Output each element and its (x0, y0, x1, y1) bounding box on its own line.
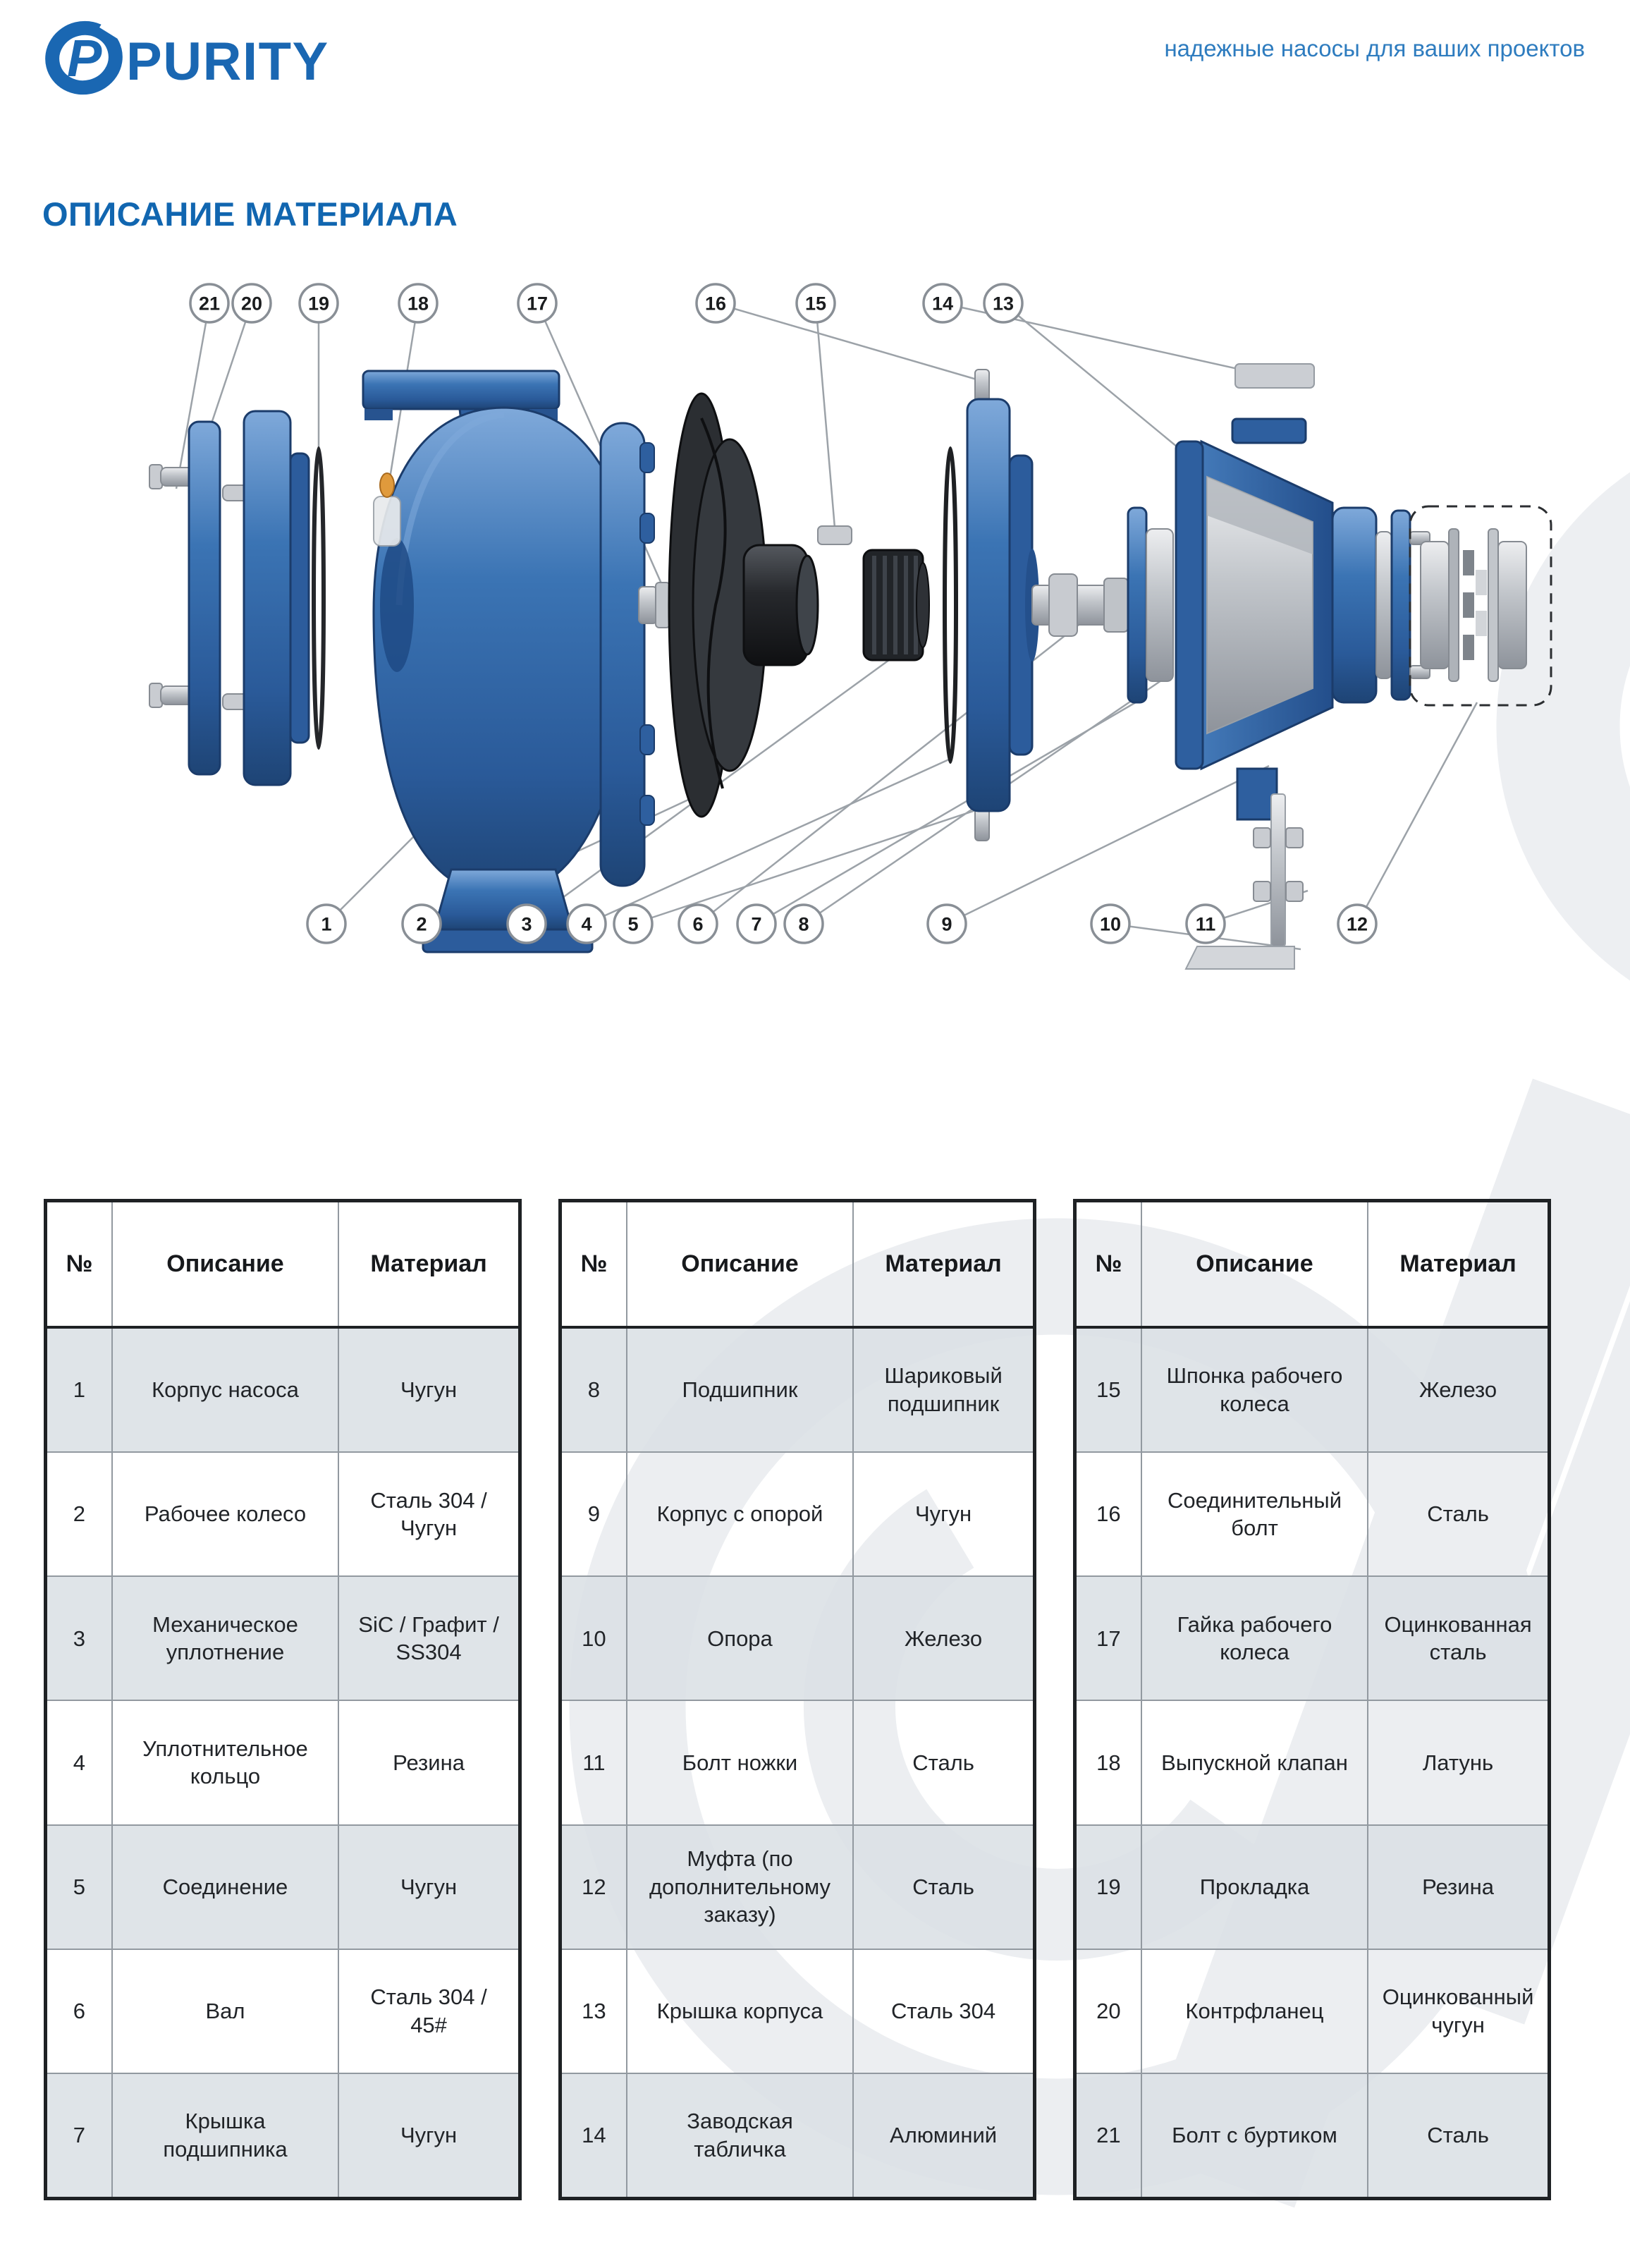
cell-num: 8 (587, 1377, 601, 1403)
cell-num: 6 (73, 1998, 86, 2023)
cell-num: 16 (1096, 1501, 1121, 1527)
impeller (669, 394, 818, 817)
cell-desc: Корпус с опорой (626, 1453, 852, 1575)
callout-number: 19 (307, 293, 330, 315)
cell-num: 14 (582, 2123, 606, 2148)
table-row (47, 1329, 518, 1451)
cell-mat: Резина (338, 1701, 518, 1824)
table-row (562, 2073, 1033, 2197)
cell-num: 18 (1096, 1750, 1121, 1775)
cell-num: 20 (1096, 1998, 1121, 2023)
cell-num: 17 (1096, 1626, 1121, 1651)
table-row (1077, 1824, 1548, 1949)
callout-bubble (737, 905, 776, 943)
material-table-2 (558, 1199, 1036, 2200)
shaft (1032, 574, 1131, 636)
cell-mat: Чугун (338, 2074, 518, 2197)
cell-num: 11 (582, 1750, 606, 1775)
cell-mat: Оцинкованная сталь (1367, 1577, 1548, 1700)
cell-num: 7 (73, 2123, 86, 2148)
col-header-mat: Материал (338, 1202, 518, 1326)
impeller-key (818, 526, 852, 544)
coupling-optional (1410, 506, 1551, 705)
callout-number: 20 (240, 293, 263, 315)
cell-desc: Муфта (по дополнительному заказу) (626, 1826, 852, 1949)
cell-desc: Корпус насоса (111, 1329, 338, 1451)
cell-num: 15 (1096, 1377, 1121, 1403)
cell-mat: Шариковый подшипник (852, 1329, 1033, 1451)
bearing (1146, 529, 1173, 681)
callout-number: 9 (941, 913, 952, 935)
cell-num: 4 (73, 1750, 86, 1775)
callout-number: 3 (521, 913, 532, 935)
col-header-num: № (66, 1250, 93, 1277)
col-header-num: № (1095, 1250, 1122, 1277)
callout-bubble (307, 905, 345, 943)
cell-desc: Заводская табличка (626, 2074, 852, 2197)
callout-bubble (797, 284, 835, 322)
cell-desc: Гайка рабочего колеса (1141, 1577, 1367, 1700)
callout-number: 21 (198, 293, 221, 315)
callout-number: 4 (581, 913, 592, 935)
cell-mat: Оцинкованный чугун (1367, 1950, 1548, 2073)
col-header-mat: Материал (852, 1202, 1033, 1326)
callout-number: 7 (751, 913, 762, 935)
callout-bubble (508, 905, 546, 943)
table-row (47, 1700, 518, 1824)
callout-number: 5 (627, 913, 639, 935)
nameplate (1235, 364, 1314, 388)
bearing-housing (1176, 419, 1376, 769)
callout-number: 6 (692, 913, 704, 935)
brand-logo (40, 17, 379, 99)
cell-mat: Сталь 304 / 45# (338, 1950, 518, 2073)
cell-mat: Сталь (1367, 1453, 1548, 1575)
cell-num: 3 (73, 1626, 86, 1651)
cell-desc: Крышка корпуса (626, 1950, 852, 2073)
table-row (562, 1575, 1033, 1700)
cell-num: 2 (73, 1501, 86, 1527)
cell-desc: Контрфланец (1141, 1950, 1367, 2073)
callout-number: 17 (526, 293, 549, 315)
cell-num: 21 (1096, 2123, 1121, 2148)
counter-flange (189, 411, 309, 785)
brand-tagline: надежные насосы для ваших проектов (1164, 35, 1585, 61)
cell-desc: Болт с буртиком (1141, 2074, 1367, 2197)
cell-desc: Соединительный болт (1141, 1453, 1367, 1575)
callout-bubble (190, 284, 228, 322)
cell-desc: Шпонка рабочего колеса (1141, 1329, 1367, 1451)
gasket-ring (314, 449, 324, 748)
col-header-desc: Описание (626, 1202, 852, 1326)
table-row (1077, 1329, 1548, 1451)
table-row (562, 1700, 1033, 1824)
material-table-1 (44, 1199, 522, 2200)
cell-desc: Крышка подшипника (111, 2074, 338, 2197)
callout-number: 8 (798, 913, 809, 935)
callout-bubble (614, 905, 652, 943)
mechanical-seal (864, 550, 929, 660)
table-row (1077, 1700, 1548, 1824)
callout-number: 10 (1099, 913, 1122, 935)
cell-mat: Сталь 304 / Чугун (338, 1453, 518, 1575)
leader-line (1357, 702, 1477, 924)
table-header-row (47, 1202, 518, 1329)
cell-mat: Резина (1367, 1826, 1548, 1949)
cell-num: 19 (1096, 1874, 1121, 1899)
callout-bubble (928, 905, 966, 943)
cell-mat: Сталь (852, 1826, 1033, 1949)
cell-desc: Соединение (111, 1826, 338, 1949)
callout-bubble (518, 284, 556, 322)
cell-num: 5 (73, 1874, 86, 1899)
cell-desc: Подшипник (626, 1329, 852, 1451)
table-row (562, 1824, 1033, 1949)
callout-bubble (403, 905, 441, 943)
table-row (1077, 2073, 1548, 2197)
logo-p-icon (46, 17, 133, 94)
cell-num: 1 (73, 1377, 86, 1403)
callout-number: 13 (992, 293, 1015, 315)
callout-number: 11 (1195, 913, 1216, 935)
table-row (47, 1575, 518, 1700)
col-header-num: № (580, 1250, 608, 1277)
callout-bubble (300, 284, 338, 322)
table-row (47, 1451, 518, 1575)
callout-bubble (1091, 905, 1129, 943)
page-title: ОПИСАНИЕ МАТЕРИАЛА (42, 195, 458, 233)
callout-bubble (568, 905, 606, 943)
table-header-row (562, 1202, 1033, 1329)
callout-bubble (233, 284, 271, 322)
callout-bubble (924, 284, 962, 322)
cell-mat: Чугун (338, 1329, 518, 1451)
brand-name: PURITY (126, 32, 329, 92)
pump-exploded-diagram (71, 274, 1559, 987)
cell-mat: Железо (852, 1577, 1033, 1700)
table-row (562, 1949, 1033, 2073)
cell-desc: Выпускной клапан (1141, 1701, 1367, 1824)
table-row (47, 1949, 518, 2073)
impeller-nut (639, 583, 670, 628)
table-row (562, 1329, 1033, 1451)
cell-mat: Алюминий (852, 2074, 1033, 2197)
cell-mat: SiC / Графит / SS304 (338, 1577, 518, 1700)
col-header-mat: Материал (1367, 1202, 1548, 1326)
col-header-desc: Описание (111, 1202, 338, 1326)
callout-bubble (1338, 905, 1376, 943)
cell-mat: Сталь 304 (852, 1950, 1033, 2073)
callout-number: 2 (416, 913, 427, 935)
cell-desc: Прокладка (1141, 1826, 1367, 1949)
col-header-desc: Описание (1141, 1202, 1367, 1326)
table-row (562, 1451, 1033, 1575)
table-row (1077, 1949, 1548, 2073)
table-row (1077, 1575, 1548, 1700)
callout-bubble (679, 905, 717, 943)
table-row (1077, 1451, 1548, 1575)
cell-mat: Чугун (852, 1453, 1033, 1575)
cell-desc: Уплотнительное кольцо (111, 1701, 338, 1824)
cell-mat: Сталь (1367, 2074, 1548, 2197)
pump-casing (363, 371, 654, 952)
cell-desc: Вал (111, 1950, 338, 2073)
table-header-row (1077, 1202, 1548, 1329)
callout-bubble (697, 284, 735, 322)
callout-number: 14 (931, 293, 954, 315)
cell-desc: Опора (626, 1577, 852, 1700)
table-row (47, 1824, 518, 1949)
table-row (47, 2073, 518, 2197)
cell-num: 13 (582, 1998, 606, 2023)
bearing-cover (1128, 508, 1146, 702)
callout-number: 18 (407, 293, 429, 315)
cell-num: 10 (582, 1626, 606, 1651)
callout-number: 1 (321, 913, 332, 935)
svg-text:P: P (67, 29, 102, 87)
cell-mat: Сталь (852, 1701, 1033, 1824)
cell-desc: Механическое уплотнение (111, 1577, 338, 1700)
cell-num: 9 (587, 1501, 601, 1527)
cell-num: 12 (582, 1874, 606, 1899)
o-ring (945, 449, 956, 762)
callout-bubble (1187, 905, 1225, 943)
callout-bubble (399, 284, 437, 322)
callout-number: 12 (1346, 913, 1368, 935)
callout-bubble (785, 905, 823, 943)
callout-bubble (984, 284, 1022, 322)
cell-mat: Латунь (1367, 1701, 1548, 1824)
callout-number: 15 (804, 293, 827, 315)
callout-number: 16 (704, 293, 727, 315)
cell-desc: Рабочее колесо (111, 1453, 338, 1575)
cell-mat: Железо (1367, 1329, 1548, 1451)
cell-mat: Чугун (338, 1826, 518, 1949)
material-table-3 (1073, 1199, 1551, 2200)
cell-desc: Болт ножки (626, 1701, 852, 1824)
